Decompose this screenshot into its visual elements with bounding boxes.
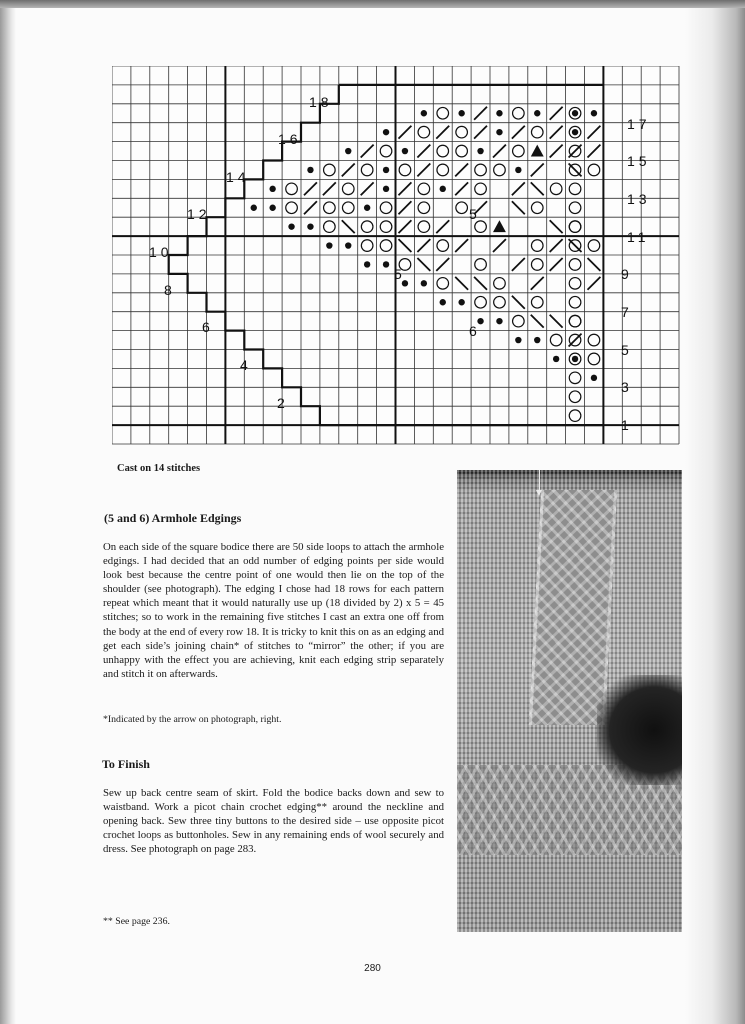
row-number-1: 1 — [621, 417, 633, 433]
chart-inner-number: 6 — [469, 323, 481, 339]
arrow-icon — [539, 470, 540, 492]
stitch-dot — [496, 110, 502, 116]
arrow-head-icon — [536, 490, 542, 496]
row-number-2: 2 — [277, 395, 289, 411]
stitch-dot — [496, 318, 502, 324]
stitch-dot — [364, 205, 370, 211]
row-number-5: 5 — [621, 342, 633, 358]
stitch-dot — [269, 205, 275, 211]
stitch-dot — [496, 129, 502, 135]
stitch-dot — [572, 356, 578, 362]
page-edge-shadow — [685, 8, 745, 1024]
stitch-dot — [402, 148, 408, 154]
stitch-dot — [307, 167, 313, 173]
stitch-dot — [553, 356, 559, 362]
row-number-11: 11 — [627, 229, 650, 245]
stitch-dot — [458, 110, 464, 116]
chart-inner-number: 5 — [469, 206, 481, 222]
chart-inner-number: 5 — [394, 266, 406, 282]
stitch-dot — [288, 223, 294, 229]
row-number-10: 10 — [149, 244, 173, 260]
stitch-dot — [591, 110, 597, 116]
stitch-dot — [326, 242, 332, 248]
row-number-4: 4 — [240, 357, 252, 373]
stitch-dot — [534, 110, 540, 116]
stitch-dot — [534, 337, 540, 343]
stitch-dot — [307, 223, 313, 229]
stitch-dot — [345, 242, 351, 248]
to-finish-paragraph: Sew up back centre seam of skirt. Fold the bodice backs down and sew to waistband. Work a picot chain crochet edging** around the neckline and opening back. Sew three tiny buttons to the desired side – use opposite picot crochet loops as buttonholes. Sew in any remaining ends of wool securely and dress. See photograph on page 283. — [103, 787, 444, 856]
stitch-dot — [572, 110, 578, 116]
row-number-3: 3 — [621, 379, 633, 395]
stitch-dot — [515, 167, 521, 173]
stitch-dot — [251, 205, 257, 211]
armhole-edgings-paragraph: On each side of the square bodice there are 50 side loops to attach the armhole edgings. I had decided that an odd number of edging points per side would look best because the centre point of one would then lie on the top of the shoulder (see photograph). The edging I chose had 18 rows for each pattern repeat which meant that it would naturally use up (18 divided by 2) x 5 = 45 stitches; so to work in the remaining five stitches I cast an extra one off from the body at the end of every row 18. It is tricky to knit this on as an edging and get each side’s joining chain* of stitches to “mirror” the other; if you are unhappy with the effect you are achieving, knit each edging strip separately and stitch it on afterwards. — [103, 541, 444, 680]
knitting-chart — [112, 66, 680, 458]
lace-edging-photograph — [457, 470, 682, 932]
stitch-dot — [572, 129, 578, 135]
stitch-dot — [440, 186, 446, 192]
page-reference-footnote: ** See page 236. — [103, 916, 170, 927]
stitch-dot — [383, 186, 389, 192]
stitch-dot — [421, 110, 427, 116]
row-number-9: 9 — [621, 266, 633, 282]
stitch-dot — [458, 299, 464, 305]
page-gutter-shadow — [0, 8, 16, 1024]
stitch-dot — [591, 375, 597, 381]
row-number-17: 17 — [627, 116, 651, 132]
photo-armhole-shadow — [597, 675, 682, 785]
stitch-dot — [383, 129, 389, 135]
stitch-dot — [383, 167, 389, 173]
chart-caption: Cast on 14 stitches — [117, 463, 201, 474]
row-number-14: 14 — [226, 169, 250, 185]
row-number-15: 15 — [627, 153, 651, 169]
stitch-dot — [515, 337, 521, 343]
row-number-18: 18 — [309, 94, 333, 110]
page-number: 280 — [364, 963, 381, 974]
to-finish-heading: To Finish — [102, 757, 150, 771]
stitch-dot — [364, 261, 370, 267]
armhole-edgings-heading: (5 and 6) Armhole Edgings — [104, 511, 242, 525]
row-number-16: 16 — [278, 131, 302, 147]
row-number-13: 13 — [627, 191, 651, 207]
row-number-8: 8 — [164, 282, 176, 298]
stitch-dot — [269, 186, 275, 192]
row-number-7: 7 — [621, 304, 633, 320]
row-number-6: 6 — [202, 319, 214, 335]
arrow-footnote: *Indicated by the arrow on photograph, right. — [103, 714, 282, 725]
stitch-dot — [345, 148, 351, 154]
stitch-dot — [421, 280, 427, 286]
stitch-dot — [440, 299, 446, 305]
stitch-dot — [477, 148, 483, 154]
stitch-dot — [383, 261, 389, 267]
row-number-12: 12 — [187, 206, 211, 222]
